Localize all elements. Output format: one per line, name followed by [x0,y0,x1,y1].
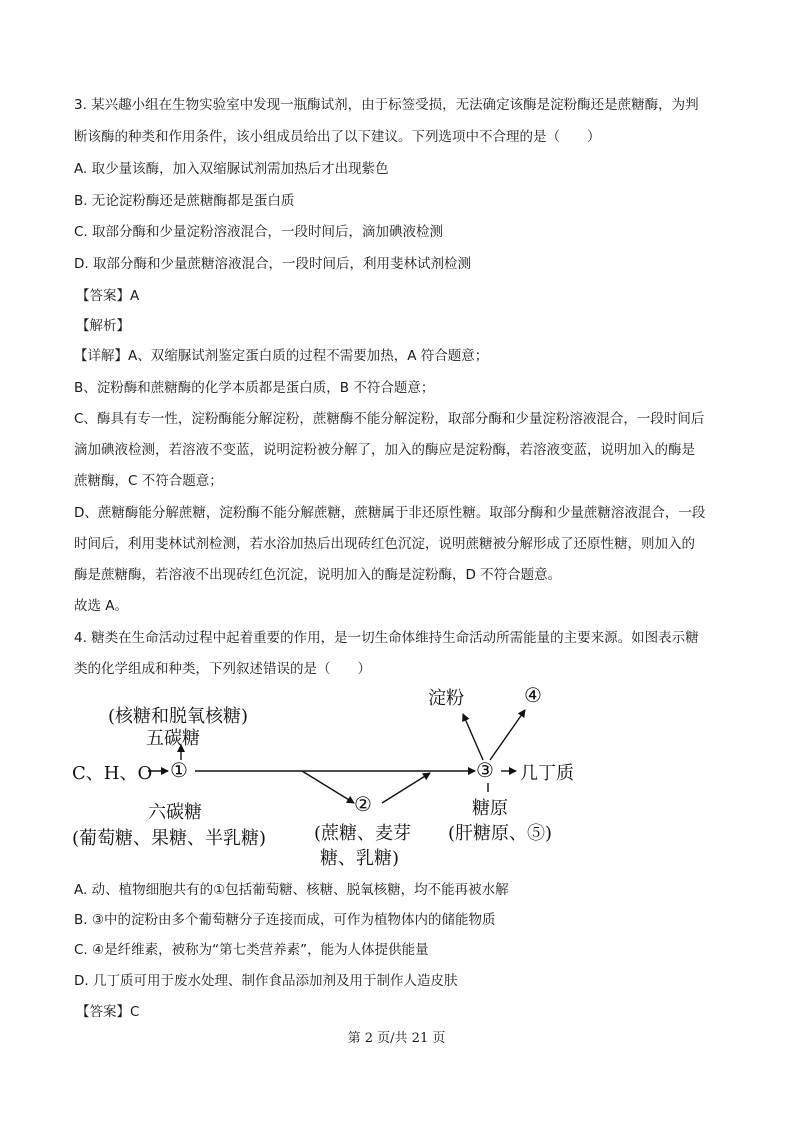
node-3: ③ [476,758,494,782]
pentose-examples: (核糖和脱氧核糖) [108,706,249,727]
elements-label: C、H、O [72,763,153,784]
q3-detail-line2: B、淀粉酶和蔗糖酶的化学本质都是蛋白质，B 不符合题意； [74,380,435,396]
q4-option-a: A. 动、植物细胞共有的①包括葡萄糖、核糖、脱氧核糖，均不能再被水解 [74,882,509,898]
sugar-classification-diagram [70,680,590,870]
node-4: ④ [524,683,542,707]
q4-option-b: B. ③中的淀粉由多个葡萄糖分子连接而成，可作为植物体内的储能物质 [74,912,496,928]
q3-detail-line7: 时间后，利用斐林试剂检测，若水浴加热后出现砖红色沉淀，说明蔗糖被分解形成了还原性糖，则加入的 [74,536,695,552]
q4-stem-line1: 4. 糖类在生命活动过程中起着重要的作用，是一切生命体维持生命活动所需能量的主要来源。如图表示糖 [74,630,699,646]
q3-detail-line4: 滴加碘液检测，若溶液不变蓝，说明淀粉被分解了，加入的酶应是淀粉酶，若溶液变蓝，说明加入的酶是 [74,442,695,458]
q3-option-a: A. 取少量该酶，加入双缩脲试剂需加热后才出现紫色 [74,161,389,177]
q3-option-d: D. 取部分酶和少量蔗糖溶液混合，一段时间后，利用斐林试剂检测 [74,256,471,272]
hexose-examples: (葡萄糖、果糖、半乳糖) [72,828,267,849]
q3-analysis-label: 【解析】 [76,318,130,334]
q4-option-c: C. ④是纤维素，被称为“第七类营养素”，能为人体提供能量 [74,942,429,958]
q4-answer: 【答案】C [76,1004,140,1020]
starch-label: 淀粉 [428,688,464,709]
page-footer: 第 2 页/共 21 页 [347,1031,446,1046]
node-1: ① [170,758,188,782]
q3-detail-line1: 【详解】A、双缩脲试剂鉴定蛋白质的过程不需要加热，A 符合题意； [74,348,489,364]
hexose-label: 六碳糖 [148,802,202,823]
q3-conclusion: 故选 A。 [74,598,129,614]
arrow-3-to-starch [463,714,483,760]
arrow-to-2 [302,771,354,803]
q3-detail-line5: 蔗糖酶，C 不符合题意； [74,473,223,489]
q4-option-d: D. 几丁质可用于废水处理、制作食品添加剂及用于制作人造皮肤 [74,973,458,989]
glycogen-examples: (肝糖原、⑤) [448,823,553,844]
q3-stem-line2: 断该酶的种类和作用条件，该小组成员给出了以下建议。下列选项中不合理的是（ ） [74,129,601,145]
arrow-3-to-4 [490,710,525,760]
chitin-label: 几丁质 [520,763,574,784]
q3-answer: 【答案】A [76,288,140,304]
q4-stem-line2: 类的化学组成和种类，下列叙述错误的是（ ） [74,661,371,677]
disaccharide-line1: (蔗糖、麦芽 [314,823,412,844]
arrow-2-to-3 [382,773,430,803]
disaccharide-line2: 糖、乳糖) [320,848,400,869]
pentose-label: 五碳糖 [146,728,200,749]
glycogen-label: 糖原 [472,798,508,819]
q3-stem-line1: 3. 某兴趣小组在生物实验室中发现一瓶酶试剂，由于标签受损，无法确定该酶是淀粉酶还是蔗糖酶，为判 [74,97,699,113]
q3-detail-line6: D、蔗糖酶能分解蔗糖，淀粉酶不能分解蔗糖，蔗糖属于非还原性糖。取部分酶和少量蔗糖溶液混合，一段 [74,505,706,521]
q3-detail-line3: C、酶具有专一性，淀粉酶能分解淀粉，蔗糖酶不能分解淀粉，取部分酶和少量淀粉溶液混合，一段时间后 [74,411,705,427]
q3-option-b: B. 无论淀粉酶还是蔗糖酶都是蛋白质 [74,193,295,209]
q3-option-c: C. 取部分酶和少量淀粉溶液混合，一段时间后，滴加碘液检测 [74,224,444,240]
node-2: ② [354,792,372,816]
q3-detail-line8: 酶是蔗糖酶，若溶液不出现砖红色沉淀，说明加入的酶是淀粉酶，D 不符合题意。 [74,567,562,583]
